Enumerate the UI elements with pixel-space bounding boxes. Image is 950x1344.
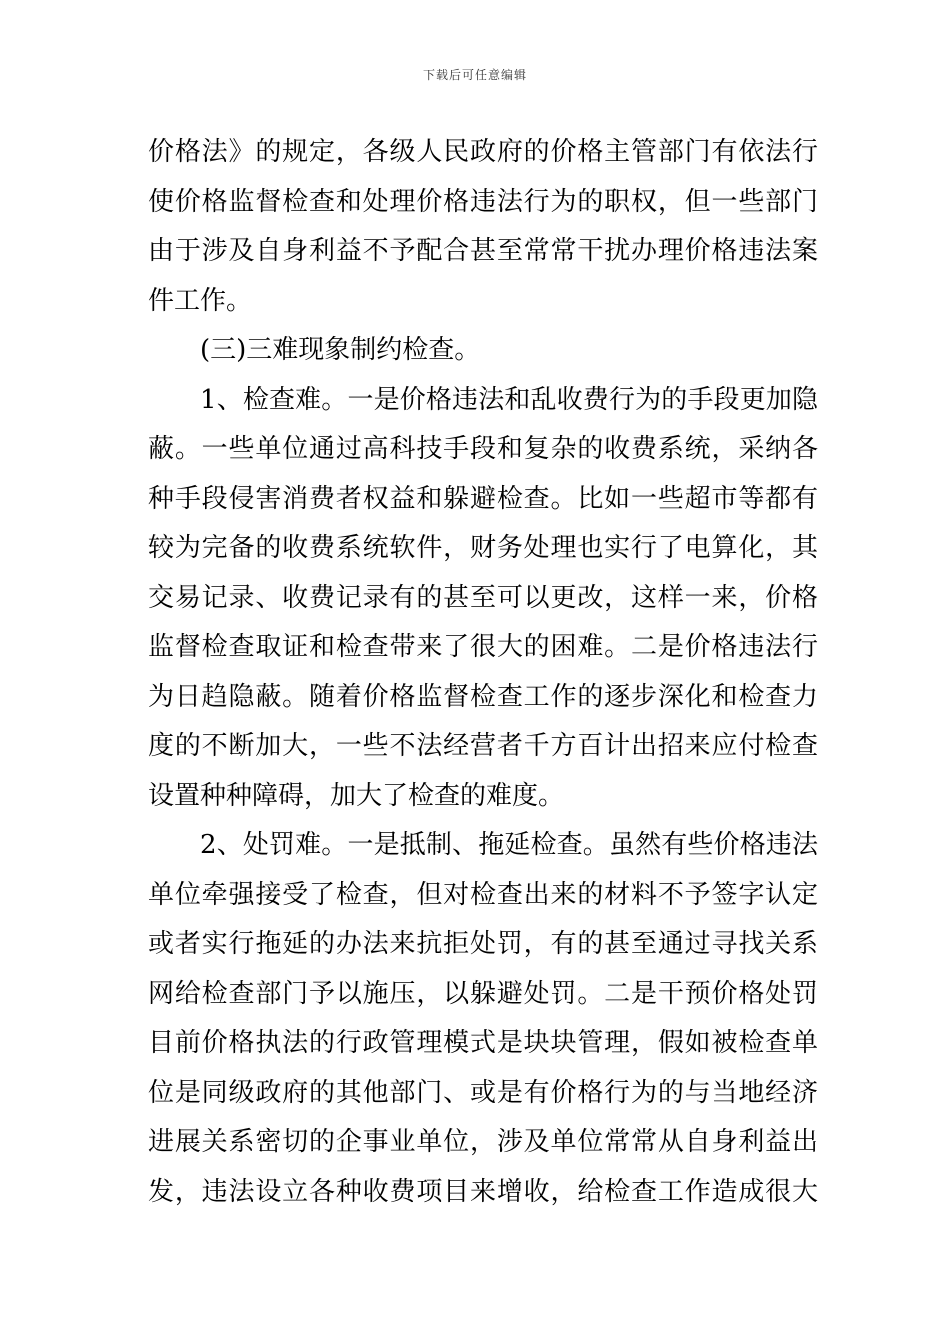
text-line: 蔽。一些单位通过高科技手段和复杂的收费系统，采纳各 bbox=[148, 434, 818, 464]
text-line: 位是同级政府的其他部门、或是有价格行为的与当地经济 bbox=[148, 1077, 818, 1108]
text-line: 种手段侵害消费者权益和躲避检查。比如一些超市等都有 bbox=[148, 483, 818, 514]
text-line: 件工作。 bbox=[148, 285, 253, 316]
text-line: 单位牵强接受了检查，但对检查出来的材料不予签字认定 bbox=[148, 879, 818, 910]
body-text bbox=[148, 128, 818, 1217]
text-line: (三)三难现象制约检查。 bbox=[200, 335, 481, 365]
header-note: 下载后可任意编辑 bbox=[422, 68, 527, 82]
text-line: 价格法》的规定，各级人民政府的价格主管部门有依法行 bbox=[148, 137, 818, 167]
text-line: 由于涉及自身利益不予配合甚至常常干扰办理价格违法案 bbox=[148, 236, 818, 266]
text-line: 交易记录、收费记录有的甚至可以更改，这样一来，价格 bbox=[148, 582, 818, 613]
text-line: 目前价格执法的行政管理模式是块块管理，假如被检查单 bbox=[148, 1028, 818, 1058]
text-line: 度的不断加大，一些不法经营者千方百计出招来应付检查 bbox=[148, 731, 818, 761]
text-line: 1、检查难。一是价格违法和乱收费行为的手段更加隐 bbox=[200, 384, 818, 415]
text-line: 网给检查部门予以施压，以躲避处罚。二是干预价格处罚 bbox=[148, 978, 818, 1009]
text-line: 设置种种障碍，加大了检查的难度。 bbox=[148, 780, 565, 811]
text-line: 进展关系密切的企事业单位，涉及单位常常从自身利益出 bbox=[148, 1127, 818, 1157]
text-line: 发，违法设立各种收费项目来增收，给检查工作造成很大 bbox=[148, 1176, 818, 1207]
text-line: 为日趋隐蔽。随着价格监督检查工作的逐步深化和检查力 bbox=[148, 681, 818, 712]
text-line: 2、处罚难。一是抵制、拖延检查。虽然有些价格违法 bbox=[200, 830, 818, 860]
text-line: 较为完备的收费系统软件，财务处理也实行了电算化，其 bbox=[148, 533, 818, 563]
text-line: 或者实行拖延的办法来抗拒处罚，有的甚至通过寻找关系 bbox=[148, 929, 818, 959]
text-line: 使价格监督检查和处理价格违法行为的职权，但一些部门 bbox=[148, 186, 818, 217]
text-line: 监督检查取证和检查带来了很大的困难。二是价格违法行 bbox=[148, 632, 818, 662]
